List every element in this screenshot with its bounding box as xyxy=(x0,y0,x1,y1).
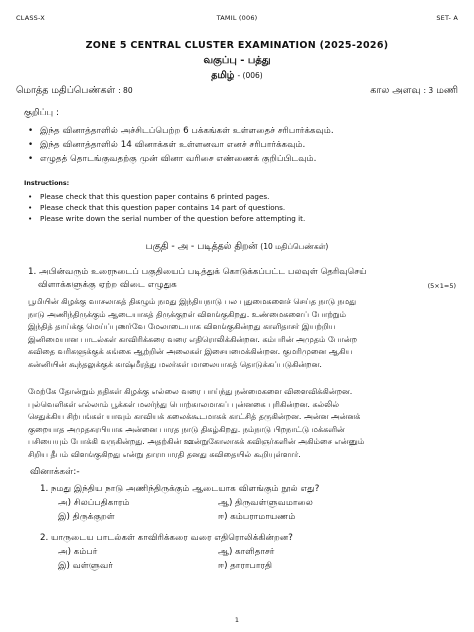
passage-line: செதுக்கிய சிற்பங்கள் யாவும் காவியக் கலைக்கூடமாகக் காட்சித் தருகின்றன. அன்ன அன்னக் xyxy=(28,412,361,422)
exam-title: ZONE 5 CENTRAL CLUSTER EXAMINATION (2025-2026) xyxy=(85,40,389,51)
instruction-item: • Please check that this question paper contains 14 part of questions. xyxy=(24,202,458,213)
question-1-2 xyxy=(40,532,458,574)
option-i: இ) வள்ளுவர் xyxy=(58,560,113,571)
question-1-prompt xyxy=(28,266,456,292)
options-row xyxy=(40,497,458,511)
notes-heading: குறிப்பு : xyxy=(24,108,59,118)
question-text: 2. யாருடைய பாடல்கள் காவிரிக்கரை வரை எதிரொலிக்கின்றன? xyxy=(40,533,293,543)
time-label: கால அளவு xyxy=(370,85,421,96)
subject-tamil: தமிழ் xyxy=(211,70,235,81)
option-ii: ஈ) தாராபாரதி xyxy=(218,560,273,571)
section-marks: (10 மதிப்பெண்கள்) xyxy=(260,242,329,251)
time-value: : 3 xyxy=(423,86,434,95)
total-marks-value: : 80 xyxy=(118,86,133,95)
options-row xyxy=(40,546,458,560)
passage-paragraph-2 xyxy=(28,386,458,462)
instruction-item: • Please write down the serial number of the question before attempting it. xyxy=(24,213,458,224)
time-block xyxy=(370,85,458,97)
passage-paragraph-1 xyxy=(28,296,458,372)
passage-line: இந்தித் தாய்க்கு மெய்ப்புணர்வே மேலாடையாக விளங்குகின்றது காளிதாசர் இயற்றிய xyxy=(28,322,336,332)
subject-line xyxy=(0,70,474,82)
option-a: அ) சிலப்பதிகாரம் xyxy=(58,497,130,508)
subject-code-header: TAMIL (006) xyxy=(216,14,258,22)
question-1-marks: (5×1=5) xyxy=(427,282,456,290)
options-row xyxy=(40,511,458,525)
passage-line: பசியையும் போக்கி வருகின்றது. அதற்கின் ஊன்றுகோலாகக் கவிஞர்களின் அகிம்சை என்னும் xyxy=(28,437,365,447)
time-unit: மணி xyxy=(436,85,458,96)
subject-code: - (006) xyxy=(237,71,263,80)
passage-line: நாடு அணிந்திருக்கும் ஆடையாகத் திருக்குறள் விளங்குகிறது. உண்மைகளைப் போற்றும் xyxy=(28,309,347,319)
section-title xyxy=(0,241,474,253)
instruction-item: • Please check that this question paper contains 6 printed pages. xyxy=(24,191,458,202)
option-aa: ஆ) திருவள்ளுவமாலை xyxy=(218,497,313,508)
passage-line: இனிமையான பாடல்கள் காவிரிக்கரை வரை எதிரொலிக்கின்றன. கம்பரின் அமுதம் போன்ற xyxy=(28,334,358,344)
question-1-line1: 1. அபின்வரும் உரைநடைப் பகுதியைப் படித்துக் கொடுக்கப்பட்ட பலவுள் தெரிவுசெய் xyxy=(28,267,367,277)
note-item: • எழுதத் தொடங்குவதற்கு முன் வினா வரிசை எண்ணைக் குறிப்பிடவும். xyxy=(24,152,458,166)
passage-line: மேற்கே தோன்றும் நதிகள் கிழக்கு எல்லை வரை பாய்ந்து நன்மைகளை விளைவிக்கின்றன. xyxy=(28,387,353,396)
question-1-line2: விளாக்களுக்கு ஏற்ற விடை எழுதுக xyxy=(38,280,177,290)
section-name: பகுதி - அ - படித்தல் திறன் xyxy=(145,241,258,252)
class-line: வகுப்பு - பத்து xyxy=(203,55,271,66)
total-marks-label: மொத்த மதிப்பெண்கள் xyxy=(16,85,116,96)
set-label: SET- A xyxy=(436,14,458,22)
marks-row xyxy=(16,85,458,97)
option-a: அ) கம்பர் xyxy=(58,546,98,557)
option-ii: ஈ) கம்பராமாயணம் xyxy=(218,511,296,522)
class-label: CLASS-X xyxy=(16,14,45,22)
page-number: 1 xyxy=(234,616,240,624)
passage-line: புல்வெளிகள் எல்லாம் பூக்கள் மலர்ந்து பொற்காலமாகப் புன்னகை புரிகின்றன. கல்லில் xyxy=(28,399,340,409)
note-item: • இந்த வினாத்தாளில் 14 வினாக்கள் உள்ளனவா எனச் சரிபார்க்கவும். xyxy=(24,138,458,152)
passage-line: கன்னியின் கூந்தலுக்குக் காஷ்மீரத்து மலர்கள் மாலையாகத் தொடுக்கப்படுகின்றன. xyxy=(28,359,322,369)
note-item: • இந்த வினாத்தாளில் அச்சிடப்பெற்ற 6 பக்கங்கள் உள்ளதைச் சரிபார்க்கவும். xyxy=(24,124,458,138)
instructions-list xyxy=(24,191,458,224)
passage-line: குறையாத அமுதசுரபியாக அன்னை பாரத நாடு திகழ்கிறது. நம்நாடு பிறநாட்டு மக்களின் xyxy=(28,424,345,434)
question-1-1 xyxy=(40,483,458,525)
questions-heading: வினாக்கள்:- xyxy=(30,467,80,477)
notes-list xyxy=(24,124,458,166)
passage-line: கவிதை வரிகளுக்குக் கங்கை ஆற்றின் அலைகள் இசையமைக்கின்றன. குமரிமுனை ஆகிய xyxy=(28,347,353,357)
question-text: 1. நமது இந்திய நாடு அணிந்திருக்கும் ஆடையாக விளங்கும் நூல் எது? xyxy=(40,484,320,494)
option-i: இ) திருக்குறள் xyxy=(58,511,115,522)
passage-line: பூமியின் கிழக்கு வாசலாகத் திகழும் நமது இந்தியநாடு பல புதுமைகளைச் செய்த நாடு நமது xyxy=(28,297,357,306)
instructions-heading: Instructions: xyxy=(24,180,70,187)
option-aa: ஆ) காளிதாசர் xyxy=(218,546,275,557)
passage-line: சிறிய தீபம் விளங்குகிறது என்று தாராபாரதி தனது கவிதையில் கூறியுள்ளார். xyxy=(28,449,301,459)
options-row xyxy=(40,560,458,574)
